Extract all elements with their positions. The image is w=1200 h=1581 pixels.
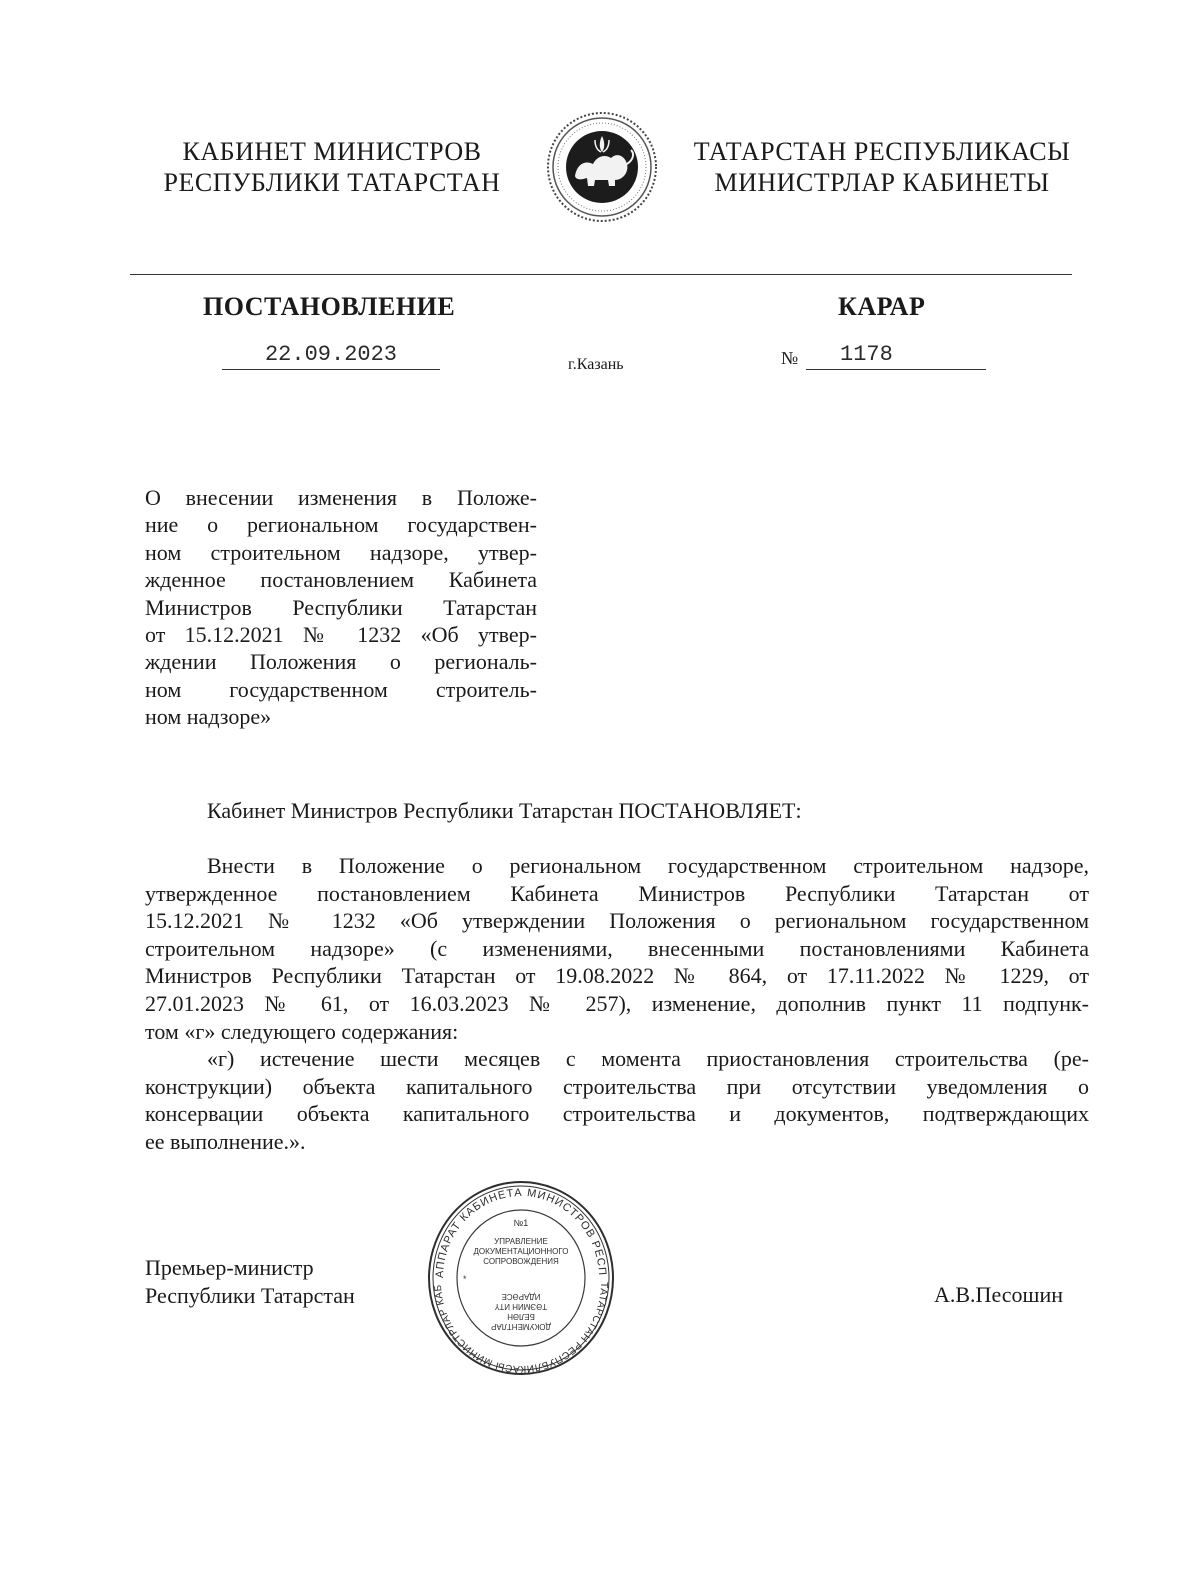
subject-line: О внесении изменения в Положе- <box>145 485 537 510</box>
document-subject <box>145 484 537 731</box>
org-name-ru-line: РЕСПУБЛИКИ ТАТАРСТАН <box>163 168 501 197</box>
seal-number: №1 <box>513 1218 529 1228</box>
document-body <box>145 852 1089 1156</box>
org-name-tt <box>682 136 1082 198</box>
body-line: консервации объекта капитального строительства и документов, подтверждающих <box>145 1101 1089 1127</box>
number-sign: № <box>781 348 799 368</box>
coat-of-arms-icon <box>545 110 659 224</box>
body-line: 15.12.2021 № 1232 «Об утверждении Положения о региональном государственном <box>145 908 1089 934</box>
doc-type-ru: ПОСТАНОВЛЕНИЕ <box>203 292 456 321</box>
document-number: 1178 <box>806 342 986 370</box>
body-line: 27.01.2023 № 61, от 16.03.2023 № 257), изменение, дополнив пункт 11 подпунк- <box>145 990 1089 1016</box>
seal-center-ru-line: УПРАВЛЕНИЕ <box>494 1237 548 1246</box>
body-line: утвержденное постановлением Кабинета Министров Республики Татарстан от <box>145 880 1089 906</box>
seal-center-tt-line: ДОКУМЕНТЛАР <box>491 1322 551 1331</box>
signatory-title <box>145 1254 355 1309</box>
body-line: том «г» следующего содержания: <box>145 1018 459 1044</box>
signatory-name: А.В.Песошин <box>934 1282 1064 1307</box>
seal-center-ru-line: СОПРОВОЖДЕНИЯ <box>483 1257 559 1266</box>
document-city: г.Казань <box>568 356 624 373</box>
doc-type-tt: КАРАР <box>838 292 926 321</box>
svg-text:*: * <box>463 1274 467 1284</box>
signatory-title-line: Республики Татарстан <box>145 1282 355 1308</box>
subject-line: Министров Республики Татарстан <box>145 594 537 620</box>
subject-line: ном надзоре» <box>145 704 272 730</box>
subject-line: ние о региональном государствен- <box>145 512 537 538</box>
seal-outer-top-text: АППАРАТ КАБИНЕТА МИНИСТРОВ РЕСП <box>433 1186 609 1279</box>
preamble: Кабинет Министров Республики Татарстан ПОСТАНОВЛЯЕТ: <box>207 798 802 823</box>
signatory-title-line: Премьер-министр <box>145 1255 314 1280</box>
body-line: «г) истечение шести месяцев с момента приостановления строительства (ре- <box>207 1046 1089 1072</box>
org-name-tt-line: МИНИСТРЛАР КАБИНЕТЫ <box>714 168 1050 197</box>
document-date: 22.09.2023 <box>222 342 440 370</box>
seal-center-tt-line: БЕЛӘН <box>507 1312 535 1321</box>
subject-line: жденное постановлением Кабинета <box>145 567 537 593</box>
subject-line: ном государственном строитель- <box>145 676 537 702</box>
seal-center-tt-line: ИДАРӘСЕ <box>501 1292 541 1301</box>
org-name-ru <box>150 136 514 198</box>
official-seal-icon <box>425 1178 617 1378</box>
seal-center-ru-line: ДОКУМЕНТАЦИОННОГО <box>473 1247 569 1256</box>
subject-line: ждении Положения о региональ- <box>145 649 537 675</box>
body-line: Министров Республики Татарстан от 19.08.2022 № 864, от 17.11.2022 № 1229, от <box>145 963 1089 989</box>
header-divider <box>130 274 1072 275</box>
subject-line: от 15.12.2021 № 1232 «Об утвер- <box>145 621 537 647</box>
org-name-tt-line: ТАТАРСТАН РЕСПУБЛИКАСЫ <box>693 137 1071 166</box>
seal-outer-bottom-text: ТАТАРСТАН РЕСПУБЛИКАСЫ МИНИСТРЛАР КАБ <box>432 1281 610 1375</box>
subject-line: ном строительном надзоре, утвер- <box>145 539 537 565</box>
body-line: конструкции) объекта капитального строительства при отсутствии уведомления о <box>145 1073 1089 1099</box>
body-line: ее выполнение.». <box>145 1128 306 1154</box>
body-line: строительном надзоре» (с изменениями, внесенными постановлениями Кабинета <box>145 935 1089 961</box>
seal-center-tt-line: ТӘЭМИН ИТҮ <box>494 1302 548 1311</box>
org-name-ru-line: КАБИНЕТ МИНИСТРОВ <box>182 137 482 166</box>
body-line: Внести в Положение о региональном государственном строительном надзоре, <box>207 853 1089 878</box>
